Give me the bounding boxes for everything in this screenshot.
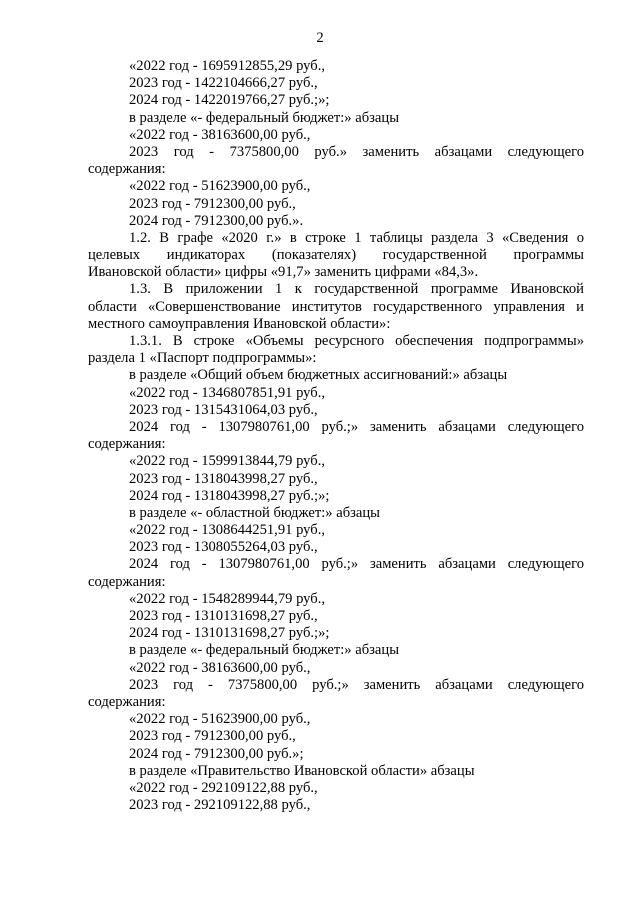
text-line: 2024 год - 1307980761,00 руб.;» заменить абзацами следующего <box>129 418 584 435</box>
text-line: «2022 год - 1308644251,91 руб., <box>129 522 326 539</box>
text-line: «2022 год - 1548289944,79 руб., <box>129 590 326 607</box>
text-line: 2024 год - 1422019766,27 руб.;»; <box>129 92 330 109</box>
text-line: «2022 год - 1599913844,79 руб., <box>129 453 326 470</box>
text-line: «2022 год - 38163600,00 руб., <box>129 126 311 143</box>
text-line: в разделе «Правительство Ивановской области» абзацы <box>129 762 475 779</box>
text-line: раздела 1 «Паспорт подпрограммы»: <box>88 350 317 367</box>
text-line: «2022 год - 51623900,00 руб., <box>129 711 311 728</box>
text-line: области «Совершенствование институтов государственного управления и <box>88 298 584 315</box>
text-line: 2023 год - 7375800,00 руб.;» заменить абзацами следующего <box>129 676 584 693</box>
text-line: 2023 год - 1315431064,03 руб., <box>129 401 318 418</box>
text-line: содержания: <box>88 693 166 710</box>
document-body <box>88 58 584 814</box>
text-line: содержания: <box>88 573 166 590</box>
text-line: местного самоуправления Ивановской области»: <box>88 315 391 332</box>
text-line: 2023 год - 1318043998,27 руб., <box>129 470 318 487</box>
text-line: «2022 год - 51623900,00 руб., <box>129 178 311 195</box>
text-line: содержания: <box>88 161 166 178</box>
text-line: целевых индикаторах (показателях) государственной программы <box>88 247 584 264</box>
text-line: «2022 год - 38163600,00 руб., <box>129 659 311 676</box>
text-line: «2022 год - 1346807851,91 руб., <box>129 384 326 401</box>
text-line: 2023 год - 7912300,00 руб., <box>129 728 296 745</box>
text-line: 2023 год - 1308055264,03 руб., <box>129 539 318 556</box>
text-line: 2024 год - 7912300,00 руб.»; <box>129 745 304 762</box>
text-line: Ивановской области» цифры «91,7» заменить цифрами «84,3». <box>88 264 479 281</box>
text-line: 2023 год - 1310131698,27 руб., <box>129 608 318 624</box>
text-line: 1.3.1. В строке «Объемы ресурсного обеспечения подпрограммы» <box>129 333 584 349</box>
text-line: в разделе «- областной бюджет:» абзацы <box>129 504 380 521</box>
text-line: «2022 год - 292109122,88 руб., <box>129 779 318 796</box>
text-line: 2024 год - 7912300,00 руб.». <box>129 212 304 229</box>
text-line: 2023 год - 7912300,00 руб., <box>129 195 296 212</box>
text-line: 1.2. В графе «2020 г.» в строке 1 таблицы раздела 3 «Сведения о <box>129 229 584 246</box>
text-line: 2024 год - 1307980761,00 руб.;» заменить абзацами следующего <box>129 556 584 573</box>
text-line: 2023 год - 1422104666,27 руб., <box>129 75 318 92</box>
text-line: 2024 год - 1318043998,27 руб.;»; <box>129 487 330 504</box>
text-line: в разделе «- федеральный бюджет:» абзацы <box>129 642 400 659</box>
text-line: «2022 год - 1695912855,29 руб., <box>129 58 326 74</box>
text-line: 1.3. В приложении 1 к государственной программе Ивановской <box>129 281 584 298</box>
page-number: 2 <box>316 30 324 46</box>
text-line: 2024 год - 1310131698,27 руб.;»; <box>129 625 330 642</box>
text-line: 2023 год - 7375800,00 руб.» заменить абзацами следующего <box>129 143 584 160</box>
text-line: 2023 год - 292109122,88 руб., <box>129 797 311 814</box>
text-line: содержания: <box>88 436 166 453</box>
text-line: в разделе «Общий объем бюджетных ассигнований:» абзацы <box>129 367 508 384</box>
text-line: в разделе «- федеральный бюджет:» абзацы <box>129 109 400 126</box>
